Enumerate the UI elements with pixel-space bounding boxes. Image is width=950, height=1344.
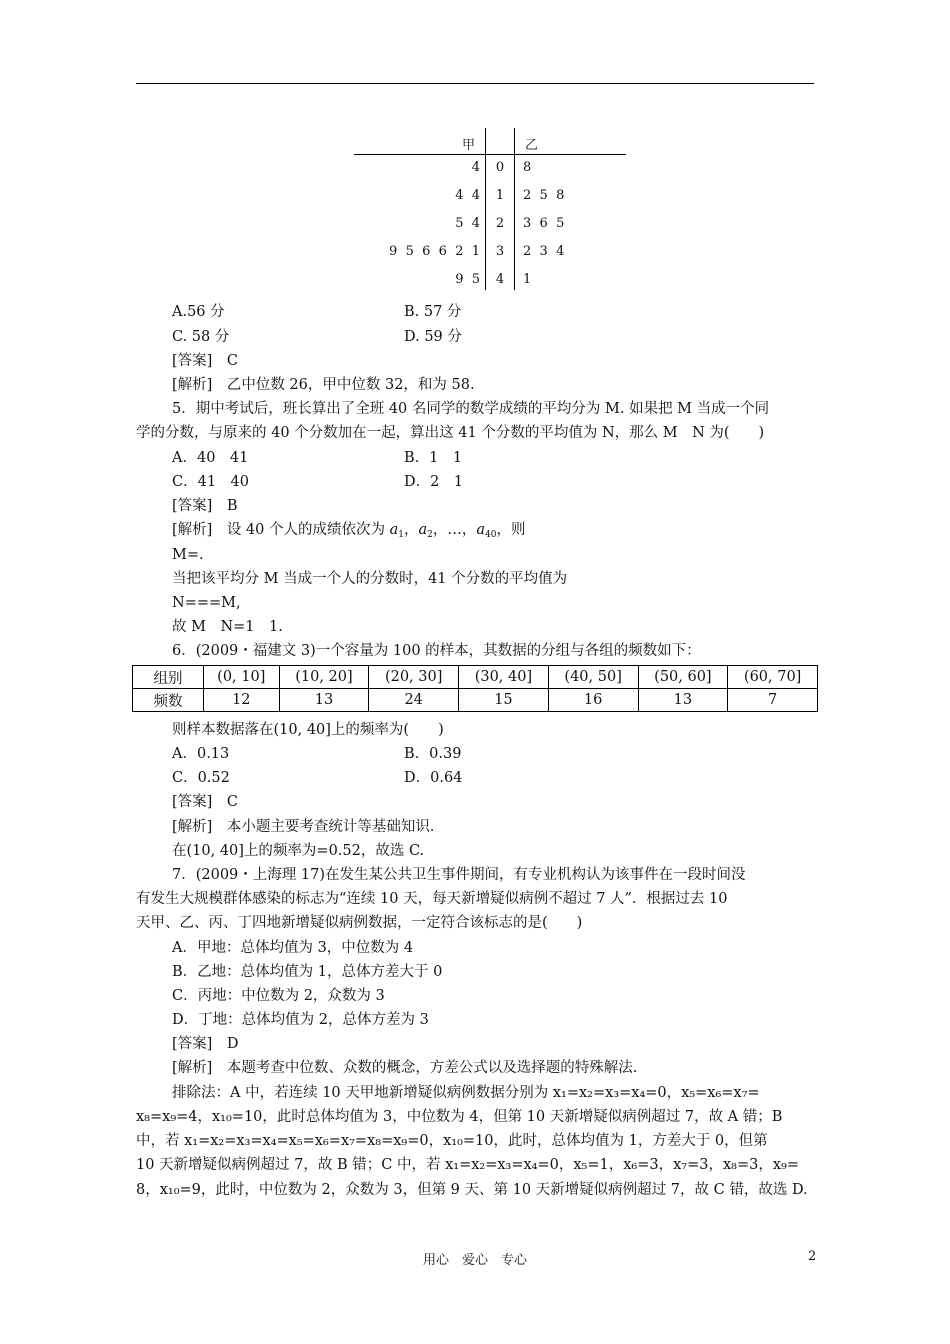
- q5-analysis-text: [解析] 设 40 个人的成绩依次为: [172, 522, 385, 538]
- stem-row: [350, 160, 630, 180]
- q6-option-b: B．0.39: [404, 746, 462, 762]
- table-cell: (20, 30]: [369, 666, 459, 689]
- q5-option-c: C．41 40: [172, 474, 249, 490]
- q7-stem-line1: 7．(2009・上海理 17)在发生某公共卫生事件期间，有专业机构认为该事件在一段时间没: [172, 867, 746, 883]
- q6-analysis: [解析] 本小题主要考查统计等基础知识.: [172, 819, 435, 835]
- stem-row: [350, 188, 630, 208]
- left-header: 甲: [462, 138, 476, 153]
- right-header: 乙: [525, 138, 539, 153]
- table-cell: 24: [369, 689, 459, 712]
- q4-answer: [答案] C: [172, 353, 238, 369]
- q4-analysis: [解析] 乙中位数 26，甲中位数 32，和为 58.: [172, 377, 475, 393]
- stem-value: 1: [495, 188, 505, 203]
- var-a: a: [418, 522, 428, 538]
- then-text: ，则: [496, 522, 526, 538]
- var-a: a: [389, 522, 399, 538]
- stem-divider-right: [514, 128, 515, 290]
- q5-option-d: D．2 1: [404, 474, 464, 490]
- q7-stem-line2: 有发生大规模群体感染的标志为“连续 10 天，每天新增疑似病例不超过 7 人”．根据过去 10: [136, 891, 728, 907]
- left-leaves: 9 5: [455, 272, 480, 287]
- q6-option-c: C．0.52: [172, 770, 230, 786]
- q4-option-a: A.56 分: [172, 304, 225, 320]
- right-leaves: 2 5 8: [523, 188, 565, 203]
- table-cell: 16: [548, 689, 638, 712]
- right-leaves: 3 6 5: [523, 216, 565, 231]
- q6-stem: 6．(2009・福建文 3)一个容量为 100 的样本，其数据的分组与各组的频数如下：: [172, 643, 701, 659]
- table-cell: 频数: [133, 689, 204, 712]
- table-row: [133, 666, 818, 689]
- q6-option-a: A．0.13: [172, 746, 230, 762]
- q7-solution-line5: 8，x₁₀=9，此时，中位数为 2，众数为 3，但第 9 天、第 10 天新增疑似病例超过 7，故 C 错，故选 D.: [136, 1182, 808, 1198]
- stem-header-line: [354, 154, 626, 155]
- subscript: 40: [485, 530, 497, 540]
- subscript: 1: [398, 530, 404, 540]
- stem-value: 3: [495, 244, 505, 259]
- q5-n-equation: N===M,: [172, 595, 241, 611]
- stem-value: 0: [495, 160, 505, 175]
- q7-option-a: A．甲地：总体均值为 3，中位数为 4: [172, 940, 414, 956]
- q7-analysis: [解析] 本题考查中位数、众数的概念，方差公式以及选择题的特殊解法.: [172, 1060, 638, 1076]
- q7-option-b: B．乙地：总体均值为 1，总体方差大于 0: [172, 964, 443, 980]
- q7-solution-line1: 排除法：A 中，若连续 10 天甲地新增疑似病例数据分别为 x₁=x₂=x₃=x₄=0，x₅=x₆=x₇=: [172, 1085, 760, 1101]
- left-leaves: 4: [471, 160, 480, 175]
- q5-stem-line1: 5．期中考试后，班长算出了全班 40 名同学的数学成绩的平均分为 M. 如果把 M 当成一个同: [172, 401, 770, 417]
- q7-answer: [答案] D: [172, 1036, 239, 1052]
- q4-option-c: C. 58 分: [172, 329, 230, 345]
- left-leaves: 4 4: [455, 188, 480, 203]
- ellipsis: ，…，: [432, 522, 477, 538]
- q6-question: 则样本数据落在(10, 40]上的频率为( ): [172, 722, 444, 738]
- table-cell: 13: [638, 689, 728, 712]
- stem-value: 4: [495, 272, 505, 287]
- q4-option-d: D. 59 分: [404, 329, 462, 345]
- stem-value: 2: [495, 216, 505, 231]
- right-leaves: 8: [523, 160, 532, 175]
- table-cell: (50, 60]: [638, 666, 728, 689]
- table-row: [133, 689, 818, 712]
- stem-row: [350, 216, 630, 236]
- q6-conclusion: 在(10, 40]上的频率为=0.52，故选 C.: [172, 843, 425, 859]
- table-cell: 7: [728, 689, 818, 712]
- table-cell: 组别: [133, 666, 204, 689]
- q7-option-d: D．丁地：总体均值为 2，总体方差为 3: [172, 1012, 429, 1028]
- table-cell: 12: [204, 689, 280, 712]
- q5-step: 当把该平均分 M 当成一个人的分数时，41 个分数的平均值为: [172, 571, 568, 587]
- table-cell: 13: [279, 689, 369, 712]
- subscript: 2: [427, 530, 433, 540]
- table-cell: (40, 50]: [548, 666, 638, 689]
- q7-solution-line2: x₈=x₉=4，x₁₀=10，此时总体均值为 3，中位数为 4，但第 10 天新增疑似病例超过 7，故 A 错；B: [136, 1109, 783, 1125]
- q5-analysis: [解析] 设 40 个人的成绩依次为 $a_1$，$a_2$，…，$a_{40}$，则: [172, 522, 526, 540]
- q4-option-b: B. 57 分: [404, 304, 462, 320]
- stem-and-leaf-plot: [350, 124, 630, 294]
- page-footer: 用心 爱心 专心: [422, 1253, 527, 1268]
- stem-row: [350, 272, 630, 292]
- left-leaves: 5 4: [455, 216, 480, 231]
- q5-answer: [答案] B: [172, 498, 238, 514]
- table-cell: (60, 70]: [728, 666, 818, 689]
- header-rule: [136, 83, 814, 84]
- q7-solution-line3: 中，若 x₁=x₂=x₃=x₄=x₅=x₆=x₇=x₈=x₉=0，x₁₀=10，此时，总体均值为 1，方差大于 0，但第: [136, 1133, 768, 1149]
- table-cell: (30, 40]: [459, 666, 549, 689]
- stem-row: [350, 244, 630, 264]
- q5-conclusion: 故 M N=1 1.: [172, 619, 283, 635]
- q5-m-equation: M=.: [172, 547, 204, 563]
- table-cell: 15: [459, 689, 549, 712]
- q7-stem-line3: 天甲、乙、丙、丁四地新增疑似病例数据，一定符合该标志的是( ): [136, 915, 583, 931]
- right-leaves: 1: [523, 272, 532, 287]
- var-a: a: [476, 522, 486, 538]
- q7-option-c: C．丙地：中位数为 2，众数为 3: [172, 988, 385, 1004]
- stem-divider-left: [485, 128, 486, 290]
- q6-option-d: D．0.64: [404, 770, 463, 786]
- page-number: 2: [808, 1249, 817, 1264]
- left-leaves: 9 5 6 6 2 1: [389, 244, 480, 259]
- q5-option-a: A．40 41: [172, 450, 249, 466]
- q5-stem-line2: 学的分数，与原来的 40 个分数加在一起，算出这 41 个分数的平均值为 N，那么 M N 为( ): [136, 425, 765, 441]
- q7-solution-line4: 10 天新增疑似病例超过 7，故 B 错；C 中，若 x₁=x₂=x₃=x₄=0，x₅=1，x₆=3，x₇=3，x₈=3，x₉=: [136, 1157, 799, 1173]
- frequency-table: [132, 665, 818, 712]
- table-cell: (10, 20]: [279, 666, 369, 689]
- right-leaves: 2 3 4: [523, 244, 565, 259]
- q6-answer: [答案] C: [172, 794, 238, 810]
- table-cell: (0, 10]: [204, 666, 280, 689]
- q5-option-b: B．1 1: [404, 450, 463, 466]
